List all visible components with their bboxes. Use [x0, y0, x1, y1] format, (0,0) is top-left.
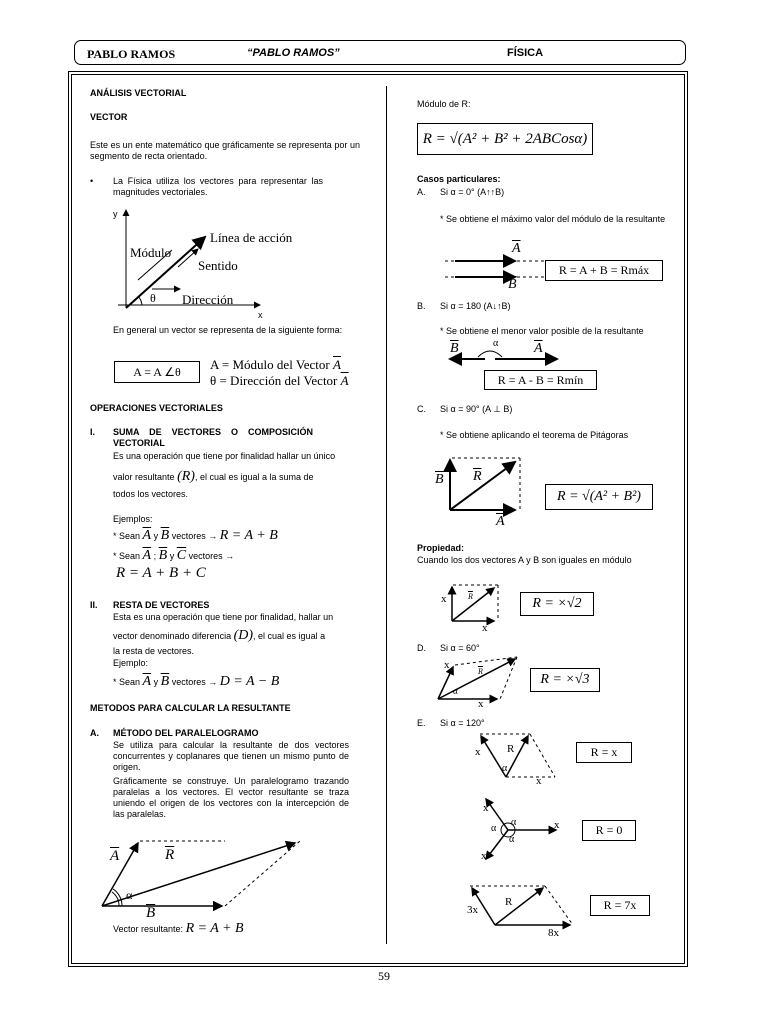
modulo-formula-box: R = √(A² + B² + 2ABCosα)	[417, 123, 593, 155]
ejemplo-label: Ejemplo:	[113, 658, 149, 668]
caseE-condition: Si α = 120°	[440, 718, 485, 728]
vector-definition: Este es un ente matemático que gráficamente se representa por un segmento de recta orientado.	[90, 140, 360, 161]
sentido-label: Sentido	[198, 258, 238, 273]
caseA-box: R = A + B = Rmáx	[545, 260, 663, 281]
header-author: PABLO RAMOS	[87, 47, 176, 61]
par-R-label: $\overline{R}$	[165, 847, 175, 863]
resta-text-1: Esta es una operación que tiene por finalidad, hallar un	[113, 612, 334, 622]
caseD-condition: Si α = 60°	[440, 643, 480, 653]
caseE-box-1: R = x	[576, 742, 632, 763]
theta-label: θ	[150, 291, 156, 305]
caseE-x-label-5: x	[481, 850, 487, 862]
modulo-label: Módulo	[130, 245, 172, 260]
par-B-label: $\overline{B}$	[146, 905, 156, 921]
caseC-B-label: $\overline{B}$	[435, 472, 444, 487]
page-title: ANÁLISIS VECTORIAL	[90, 88, 187, 98]
metodo-number: A.	[90, 728, 99, 738]
example-2-eq: R = A + B + C	[116, 565, 206, 581]
resta-number: II.	[90, 600, 98, 610]
suma-text-2: valor resultante (R), el cual es igual a la suma de	[113, 469, 314, 484]
caseE-x-label-4: x	[554, 819, 560, 831]
caseA-A-label: $\overline{A}$	[512, 241, 521, 256]
caseE-box-3: R = 7x	[590, 895, 650, 916]
caseB-A-label: $\overline{A}$	[534, 341, 543, 356]
caseE-box-2: R = 0	[582, 820, 636, 841]
modulo-r-label: Módulo de R:	[417, 99, 471, 109]
prop-diagram	[448, 583, 508, 625]
caseD-x-label-2: x	[478, 698, 484, 710]
caseE-alpha-label-3: α	[511, 817, 517, 828]
suma-text-1: Es una operación que tiene por finalidad hallar un único	[113, 451, 336, 461]
axis-y-label: y	[113, 209, 118, 219]
caseB-diagram	[445, 341, 565, 370]
caseE-diagram-3	[465, 882, 575, 932]
caseC-A-label: $\overline{A}$	[496, 514, 505, 529]
caseB-alpha-label: α	[493, 338, 499, 349]
caseE-x-label-3: x	[483, 802, 489, 814]
ops-heading: OPERACIONES VECTORIALES	[90, 403, 223, 413]
bullet-text: La Física utiliza los vectores para representar las magnitudes vectoriales.	[113, 176, 323, 197]
propiedad-text: Cuando los dos vectores A y B son iguales en módulo	[417, 555, 632, 565]
caseB-B-label: $\overline{B}$	[450, 341, 459, 356]
header-book: “PABLO RAMOS”	[247, 47, 340, 59]
caseB-number: B.	[417, 301, 426, 311]
example-1: * Sean $\overline{A}$ y $\overline{B}$ vectores → R = A + B	[113, 528, 278, 543]
page-number: 59	[378, 969, 390, 983]
axis-x-label: x	[258, 310, 263, 320]
par-alpha-label: α	[126, 888, 133, 902]
resta-text-3: la resta de vectores.	[113, 646, 195, 656]
caseE-diagram-1	[470, 730, 560, 782]
caseD-x-label-1: x	[444, 659, 450, 671]
ejemplos-label: Ejemplos:	[113, 514, 153, 524]
suma-number: I.	[90, 427, 96, 437]
par-A-label: $\overline{A}$	[110, 848, 120, 864]
caseE-R-label-3: R	[505, 896, 513, 908]
caseE-alpha-label-1: α	[502, 763, 508, 774]
suma-heading: SUMA DE VECTORES O COMPOSICIÓN VECTORIAL	[113, 427, 313, 448]
caseC-box: R = √(A² + B²)	[545, 484, 653, 510]
caseC-note: * Se obtiene aplicando el teorema de Pitágoras	[440, 430, 629, 440]
metodo-text-1: Se utiliza para calcular la resultante de dos vectores concurrentes y coplanares que tienen un mismo punto de origen.	[113, 740, 349, 772]
caseD-number: D.	[417, 643, 426, 653]
parallelogram-diagram	[100, 835, 340, 915]
caseA-number: A.	[417, 187, 426, 197]
resta-heading: RESTA DE VECTORES	[113, 600, 210, 610]
caseB-box: R = A - B = Rmín	[484, 370, 597, 390]
rep-direccion: θ = Dirección del Vector $\overline{A}$	[210, 373, 349, 388]
propiedad-heading: Propiedad:	[417, 543, 465, 553]
caseE-3x-label: 3x	[467, 904, 478, 916]
caseC-diagram	[445, 455, 525, 517]
caseB-note: * Se obtiene el menor valor posible de la resultante	[440, 326, 644, 336]
resultante-label: Vector resultante: R = A + B	[113, 921, 244, 936]
representation-box: A = A ∠θ	[114, 361, 200, 383]
caseA-B-label: $\overline{B}$	[508, 277, 517, 292]
caseA-diagram	[445, 241, 545, 285]
caseA-condition: Si α = 0° (A↑↑B)	[440, 187, 505, 197]
direccion-label: Dirección	[182, 292, 234, 307]
suma-text-3: todos los vectores.	[113, 489, 189, 499]
resta-text-2: vector denominado diferencia (D), el cual es igual a	[113, 628, 326, 643]
prop-x-label-1: x	[441, 593, 447, 605]
vector-heading: VECTOR	[90, 112, 128, 122]
page-header	[74, 40, 686, 65]
linea-accion-label: Línea de acción	[210, 230, 293, 245]
prop-x-label-2: x	[482, 622, 488, 634]
general-representation-text: En general un vector se representa de la siguiente forma:	[113, 325, 343, 335]
caseC-R-label: $\overline{R}$	[473, 469, 482, 484]
metodo-heading: MÉTODO DEL PARALELOGRAMO	[113, 728, 259, 738]
caseE-number: E.	[417, 718, 426, 728]
caseC-number: C.	[417, 404, 426, 414]
caseD-alpha-label: α	[453, 686, 458, 696]
metodos-heading: METODOS PARA CALCULAR LA RESULTANTE	[90, 703, 291, 713]
rep-modulo: A = Módulo del Vector $\overline{A}$	[210, 357, 341, 372]
caseE-x-label-2: x	[536, 775, 542, 787]
caseE-R-label-1: R	[507, 743, 515, 755]
caseE-alpha-label-2: α	[491, 823, 497, 834]
prop-R-label: $\overline{R}$	[468, 592, 473, 601]
example-3: * Sean $\overline{A}$ y $\overline{B}$ vectores → D = A − B	[113, 674, 280, 689]
prop-box: R = ×√2	[520, 592, 594, 616]
casos-heading: Casos particulares:	[417, 174, 501, 184]
example-2: * Sean $\overline{A}$ ; $\overline{B}$ y $\overline{C}$ vectores →	[113, 548, 235, 563]
caseE-8x-label: 8x	[548, 927, 559, 939]
caseC-condition: Si α = 90° (A ⊥ B)	[440, 404, 513, 414]
column-divider	[386, 86, 387, 944]
bullet-dot: •	[90, 176, 94, 186]
caseD-R-label: $\overline{R}$	[478, 667, 483, 676]
header-subject: FÍSICA	[507, 47, 544, 59]
caseE-alpha-label-4: α	[509, 834, 515, 845]
caseA-note: * Se obtiene el máximo valor del módulo de la resultante	[440, 214, 666, 224]
caseE-x-label-1: x	[475, 746, 481, 758]
metodo-text-2: Gráficamente se construye. Un paralelogramo trazando paralelas a los vectores. El vector resultante se traza uniendo el origen de los vectores con la intercepción de las paralelas.	[113, 776, 349, 819]
caseD-box: R = ×√3	[530, 668, 600, 692]
caseB-condition: Si α = 180 (A↓↑B)	[440, 301, 511, 311]
